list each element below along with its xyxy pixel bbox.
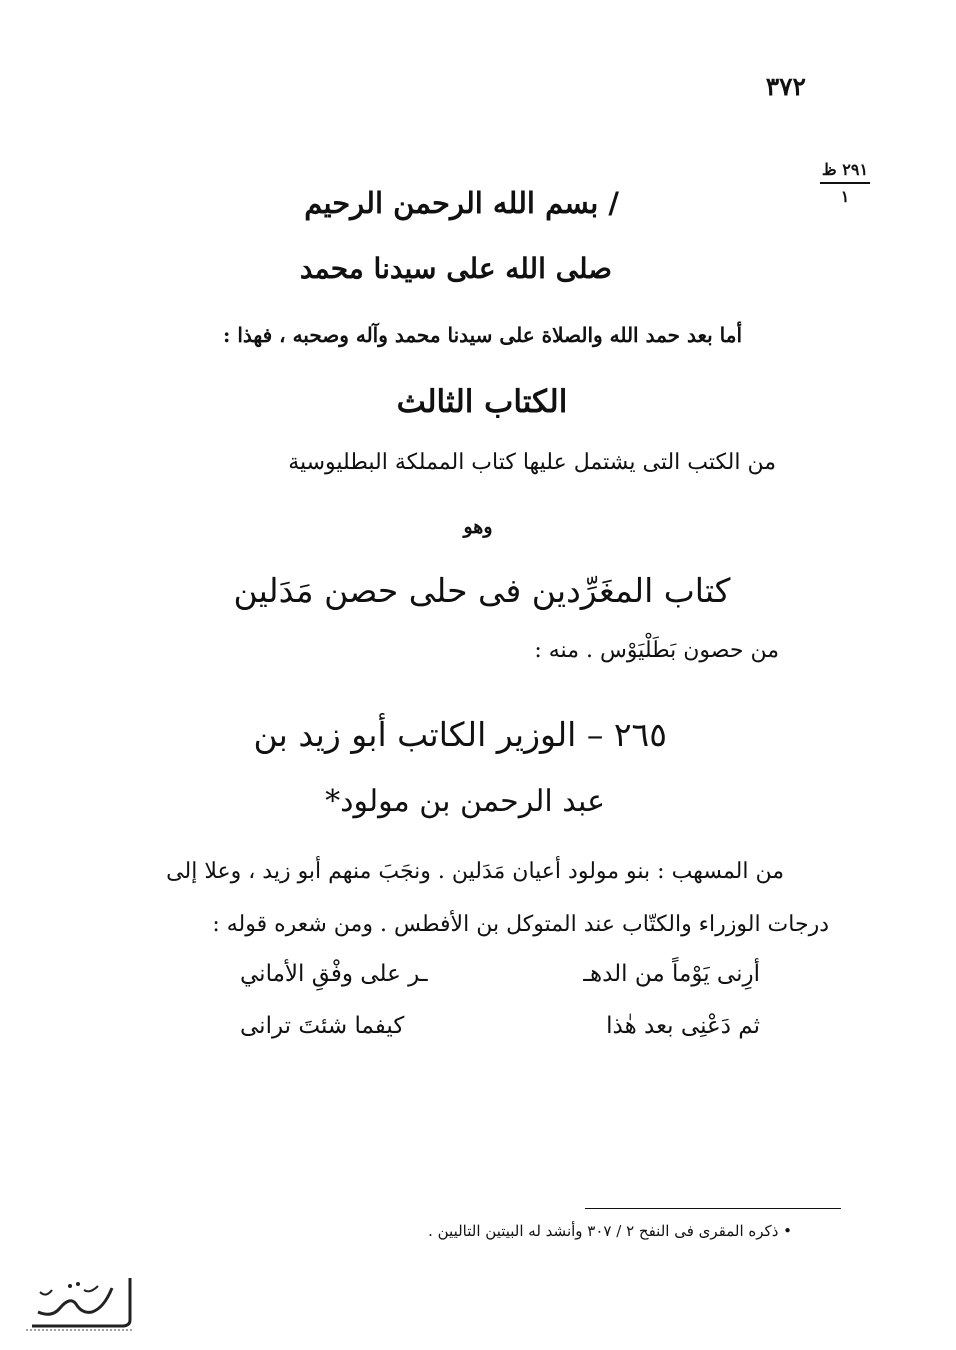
salutation: صلى الله على سيدنا محمد: [299, 252, 612, 285]
fort-line: من حصون بَطَلْيَوْس . منه :: [534, 638, 779, 663]
verse-second-hemistich: كيفما شئتَ ترانى: [240, 1013, 405, 1039]
verse-second-hemistich: ـر على وفْقِ الأماني: [240, 961, 428, 987]
entry-heading-continuation: عبد الرحمن بن مولود*: [325, 784, 605, 819]
page-number: ٣٧٢: [765, 72, 806, 101]
preface-line: أما بعد حمد الله والصلاة على سيدنا محمد وآله وصحبه ، فهذا :: [223, 323, 742, 347]
connector-word: وهو: [463, 516, 493, 538]
basmala: / بسم الله الرحمن الرحيم: [304, 186, 619, 220]
verse-first-hemistich: ثم دَعْنِى بعد هٰذا: [606, 1013, 760, 1039]
verse-first-hemistich: أرِنى يَوْماً من الدهـ: [583, 961, 760, 987]
footnote: • ذكره المقرى فى النفح ٢ / ٣٠٧ وأنشد له البيتين التاليين .: [428, 1222, 792, 1240]
publisher-logo: [12, 1268, 142, 1338]
book-heading: الكتاب الثالث: [396, 384, 568, 420]
verse-line: [240, 1013, 760, 1039]
verse-line: [240, 961, 760, 987]
body-text-line: درجات الوزراء والكتّاب عند المتوكل بن الأفطس . ومن شعره قوله :: [212, 912, 829, 937]
book-title: كتاب المغَرِّدين فى حلى حصن مَدَلين: [233, 571, 731, 610]
book-description: من الكتب التى يشتمل عليها كتاب المملكة البطليوسية: [288, 450, 776, 475]
entry-heading: ٢٦٥ – الوزير الكاتب أبو زيد بن: [253, 715, 667, 754]
margin-folio-note: [820, 160, 870, 206]
margin-note-lower: ١: [840, 187, 850, 206]
margin-note-upper: ٢٩١ ظ: [820, 160, 870, 184]
body-text-line: من المسهب : بنو مولود أعيان مَدَلين . ونجَبَ منهم أبو زيد ، وعلا إلى: [166, 859, 784, 884]
footnote-divider: [585, 1208, 841, 1209]
